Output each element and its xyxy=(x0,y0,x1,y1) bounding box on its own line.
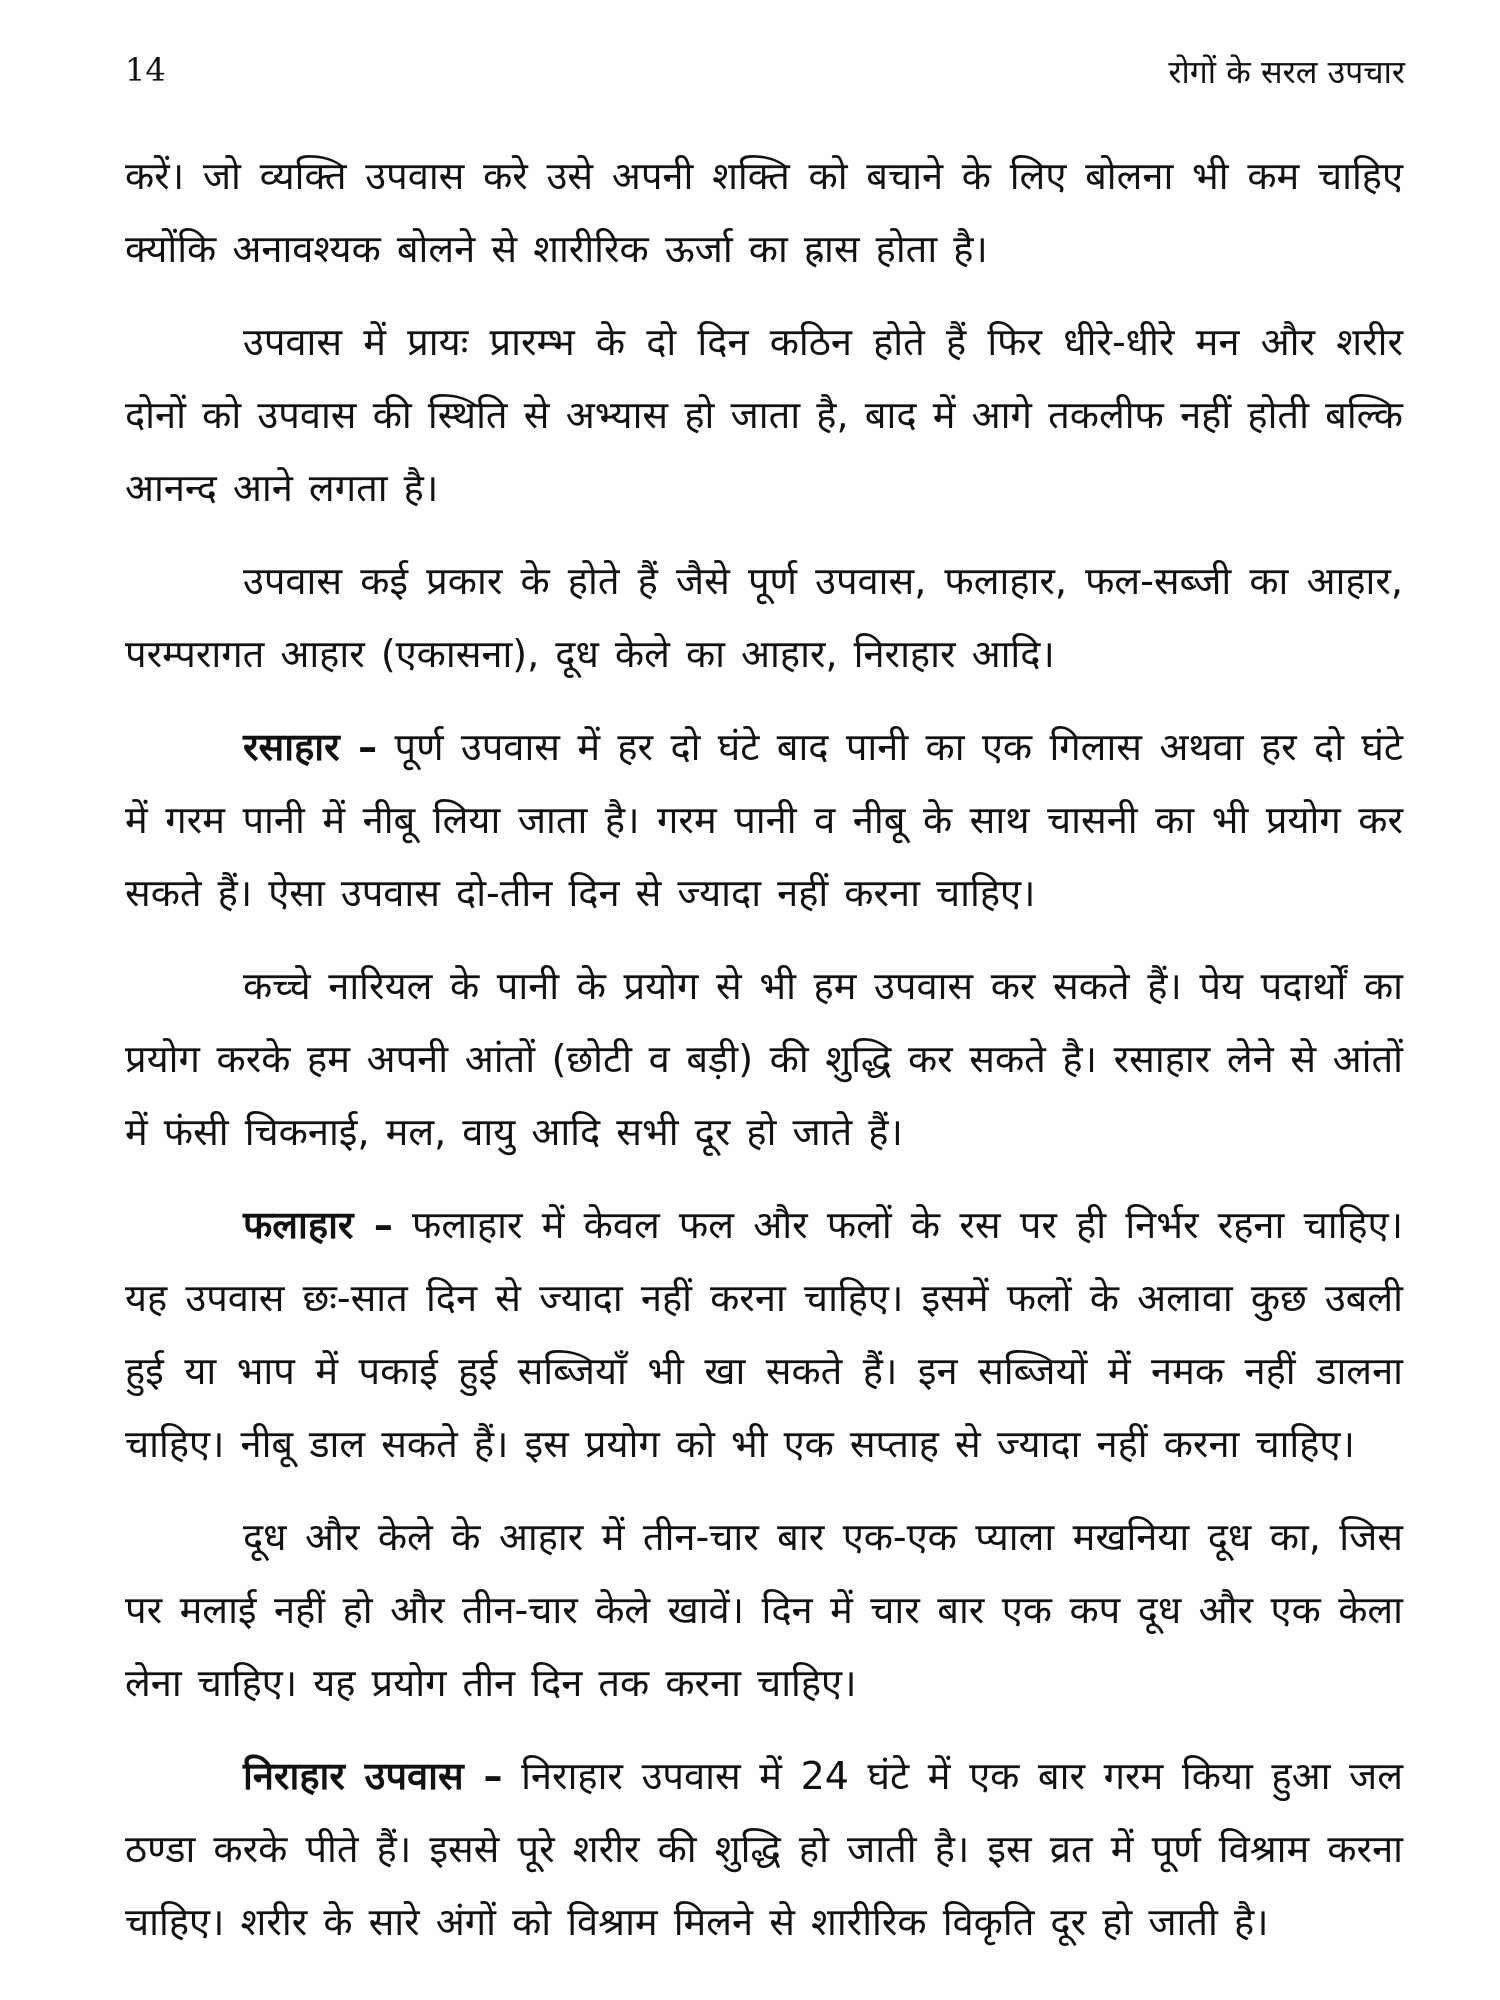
paragraph-fasting-types xyxy=(125,545,1403,691)
term-nirahar-upvas: निराहार उपवास – xyxy=(243,1754,503,1798)
paragraph-continuation xyxy=(125,140,1403,286)
paragraph-text: पूर्ण उपवास में हर दो घंटे बाद पानी का एक गिलास अथवा हर दो घंटे में गरम पानी में नीबू लिया जाता है। गरम पानी व नीबू के साथ चासनी का भी प्रयोग कर सकते हैं। ऐसा उपवास दो-तीन दिन से ज्यादा नहीं करना चाहिए। xyxy=(125,725,1403,915)
paragraph-text: निराहार उपवास में 24 घंटे में एक बार गरम किया हुआ जल ठण्डा करके पीते हैं। इससे पूरे शरीर की शुद्धि हो जाती है। इस व्रत में पूर्ण विश्राम करना चाहिए। शरीर के सारे अंगों को विश्राम मिलने से शारीरिक विकृति दूर हो जाती है। xyxy=(125,1754,1403,1944)
running-title: रोगों के सरल उपचार xyxy=(1168,53,1405,91)
paragraph-coconut-water xyxy=(125,950,1403,1169)
page-body xyxy=(125,140,1403,1979)
term-rasahar: रसाहार – xyxy=(243,725,378,769)
paragraph-text: करें। जो व्यक्ति उपवास करे उसे अपनी शक्ति को बचाने के लिए बोलना भी कम चाहिए क्योंकि अनावश्यक बोलने से शारीरिक ऊर्जा का ह्रास होता है। xyxy=(125,154,1403,271)
paragraph-text: दूध और केले के आहार में तीन-चार बार एक-एक प्याला मखनिया दूध का, जिस पर मलाई नहीं हो और तीन-चार केले खावें। दिन में चार बार एक कप दूध और एक केला लेना चाहिए। यह प्रयोग तीन दिन तक करना चाहिए। xyxy=(125,1515,1403,1705)
paragraph-phalahar xyxy=(125,1189,1403,1481)
paragraph-fasting-adjustment xyxy=(125,306,1403,525)
paragraph-text: कच्चे नारियल के पानी के प्रयोग से भी हम उपवास कर सकते हैं। पेय पदार्थों का प्रयोग करके हम अपनी आंतों (छोटी व बड़ी) की शुद्धि कर सकते है। रसाहार लेने से आंतों में फंसी चिकनाई, मल, वायु आदि सभी दूर हो जाते हैं। xyxy=(125,964,1403,1154)
paragraph-text: उपवास कई प्रकार के होते हैं जैसे पूर्ण उपवास, फलाहार, फल-सब्जी का आहार, परम्परागत आहार (एकासना), दूध केले का आहार, निराहार आदि। xyxy=(125,559,1403,676)
paragraph-text: फलाहार में केवल फल और फलों के रस पर ही निर्भर रहना चाहिए। यह उपवास छः-सात दिन से ज्यादा नहीं करना चाहिए। इसमें फलों के अलावा कुछ उबली हुई या भाप में पकाई हुई सब्जियाँ भी खा सकते हैं। इन सब्जियों में नमक नहीं डालना चाहिए। नीबू डाल सकते हैं। इस प्रयोग को भी एक सप्ताह से ज्यादा नहीं करना चाहिए। xyxy=(125,1203,1403,1466)
paragraph-text: उपवास में प्रायः प्रारम्भ के दो दिन कठिन होते हैं फिर धीरे-धीरे मन और शरीर दोनों को उपवास की स्थिति से अभ्यास हो जाता है, बाद में आगे तकलीफ नहीं होती बल्कि आनन्द आने लगता है। xyxy=(125,320,1403,510)
page-header xyxy=(125,50,1405,110)
term-phalahar: फलाहार – xyxy=(243,1203,393,1247)
paragraph-rasahar xyxy=(125,711,1403,930)
paragraph-nirahar xyxy=(125,1740,1403,1959)
page-number: 14 xyxy=(125,51,166,89)
paragraph-milk-banana xyxy=(125,1501,1403,1720)
